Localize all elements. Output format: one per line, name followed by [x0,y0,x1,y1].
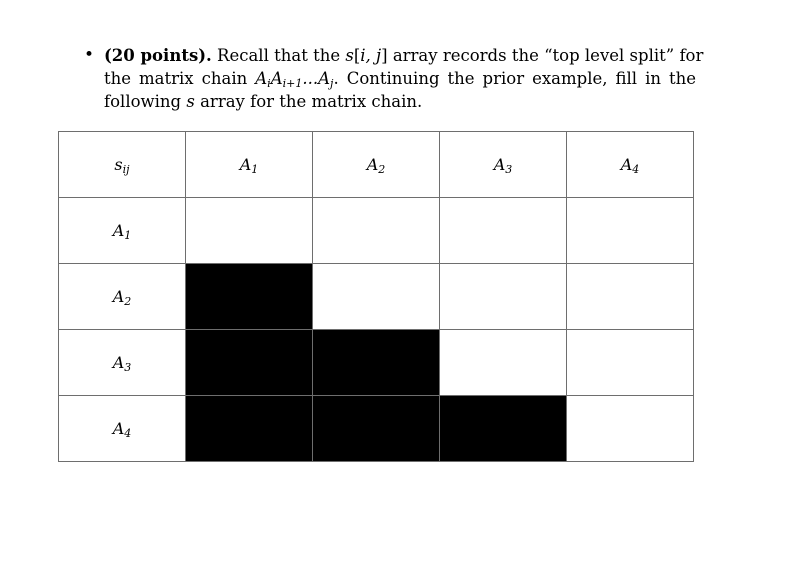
row-header-a2: $A_2$ [59,264,186,330]
table-cell[interactable] [567,198,694,264]
problem-line-3: following s array for the matrix chain. [104,92,423,111]
points-label: (20 points). [104,46,212,65]
bullet-point: • [84,45,95,65]
table-header-row [59,132,694,198]
table-row [59,396,694,462]
problem-line-2: the matrix chain $A_iA_{i+1}...A_j$. Continuing the prior example, fill in the [104,69,697,90]
corner-header-cell [59,132,186,198]
table-cell [313,396,440,462]
corner-sub: ij [122,163,130,176]
table-cell [186,396,313,462]
table-cell[interactable] [186,198,313,264]
table-cell [440,396,567,462]
table-row [59,330,694,396]
column-header-a1: $A_1$ [186,132,313,198]
table-cell[interactable] [440,264,567,330]
table-cell[interactable] [440,198,567,264]
table-cell [186,330,313,396]
column-header-a4: $A_4$ [567,132,694,198]
problem-line-1: (20 points). Recall that the s[i, j] array records the “top level split” for [104,46,704,65]
table-cell[interactable] [567,330,694,396]
row-header-a1: $A_1$ [59,198,186,264]
table-cell[interactable] [567,264,694,330]
corner-base: s [114,155,123,174]
table-cell[interactable] [313,198,440,264]
table-cell[interactable] [440,330,567,396]
table-row [59,264,694,330]
s-array-table [58,131,694,462]
table-row [59,198,694,264]
table-cell[interactable] [567,396,694,462]
column-header-a2: $A_2$ [313,132,440,198]
row-header-a3: $A_3$ [59,330,186,396]
column-header-a3: $A_3$ [440,132,567,198]
table-cell[interactable] [313,264,440,330]
table-cell [313,330,440,396]
table-cell [186,264,313,330]
row-header-a4: $A_4$ [59,396,186,462]
